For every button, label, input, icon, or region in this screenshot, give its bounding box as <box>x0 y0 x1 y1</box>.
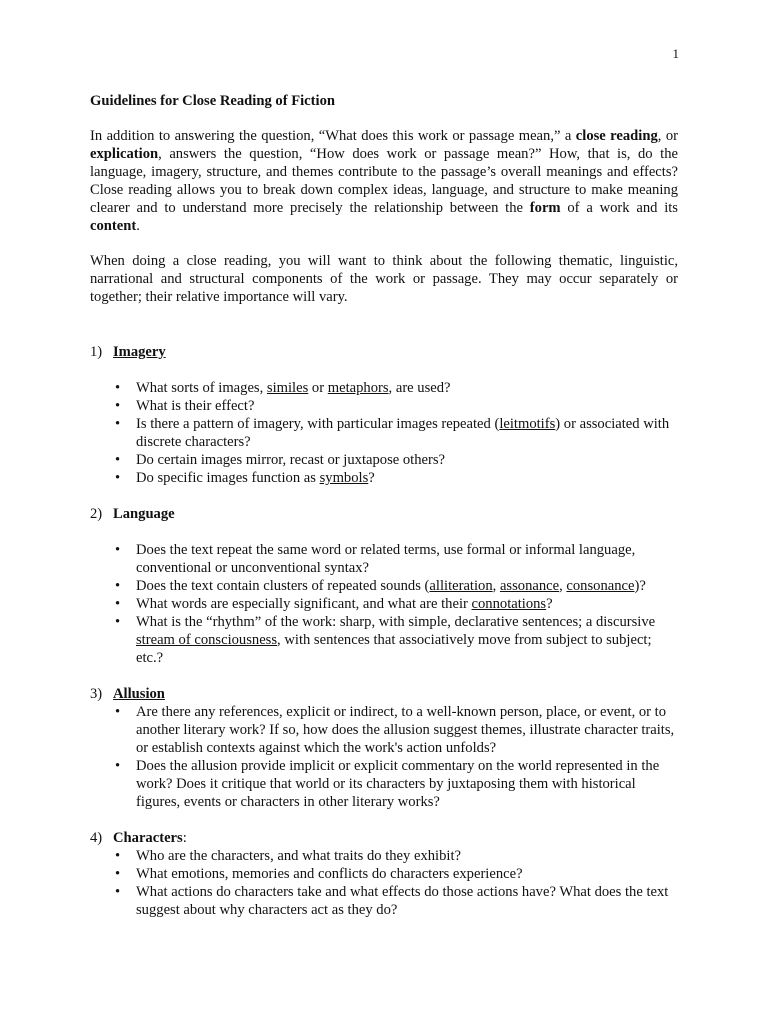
text-run: , or <box>657 128 678 144</box>
underlined-term: connotations <box>471 596 547 612</box>
section-heading <box>90 685 678 703</box>
section-title: Characters <box>113 830 183 846</box>
text-run: Who are the characters, and what traits do they exhibit? <box>136 848 461 864</box>
text-run: What is the “rhythm” of the work: sharp, with simple, declarative sentences; a discursive <box>136 614 656 630</box>
section-title: Imagery <box>113 344 166 360</box>
section-number: 1) <box>90 344 103 360</box>
text-run: , are used? <box>388 380 451 396</box>
underlined-term: leitmotifs <box>499 416 556 432</box>
text-run: . <box>136 218 140 234</box>
bullet-list <box>90 703 678 811</box>
intro-paragraph-1 <box>90 127 678 235</box>
text-run: Does the allusion provide implicit or explicit commentary on the world represented in the work? Does it critique that world or its characters by juxtaposing them with historical figures, events or characters in other literary works? <box>136 758 660 810</box>
text-run: of a work and its <box>560 200 678 216</box>
section-number: 3) <box>90 686 103 702</box>
bullet-item <box>113 613 678 667</box>
text-run: What actions do characters take and what effects do those actions have? What does the text suggest about why characters act as they do? <box>136 884 669 918</box>
underlined-term: symbols <box>319 470 369 486</box>
bold-term: explication <box>90 146 159 162</box>
text-run: What emotions, memories and conflicts do characters experience? <box>136 866 523 882</box>
text-run: , answers the question, “How does work or passage mean?” How, that is, do the language, imagery, structure, and themes contribute to the passage’s overall meanings and effects? Close reading allows you to break down complex ideas, language, and structure to make meaning clearer and to understand more precisely the relationship between the <box>90 146 678 216</box>
bullet-item <box>113 757 678 811</box>
bullet-list <box>90 541 678 667</box>
underlined-term: stream of consciousness <box>136 632 278 648</box>
underlined-term: alliteration <box>429 578 493 594</box>
text-run: In addition to answering the question, “What does this work or passage mean,” a <box>90 128 576 144</box>
bullet-item <box>113 541 678 577</box>
page-number: 1 <box>672 46 679 61</box>
text-run: Does the text contain clusters of repeated sounds ( <box>136 578 430 594</box>
text-run: ? <box>368 470 375 486</box>
bullet-item <box>113 451 678 469</box>
document-title: Guidelines for Close Reading of Fiction <box>90 93 335 109</box>
text-run: ) or associated with discrete characters? <box>136 416 670 450</box>
section-imagery <box>90 343 678 487</box>
text-run: Do certain images mirror, recast or juxtapose others? <box>136 452 446 468</box>
intro-paragraph-2: When doing a close reading, you will want to think about the following thematic, linguistic, narrational and structural components of the work or passage. They may occur separately or together; their relative importance will vary. <box>90 253 678 305</box>
underlined-term: similes <box>266 380 309 396</box>
bullet-item <box>113 415 678 451</box>
bullet-item <box>113 397 678 415</box>
bullet-item <box>113 703 678 757</box>
text-run: What sorts of images, <box>136 380 267 396</box>
section-allusion <box>90 685 678 811</box>
section-language <box>90 505 678 667</box>
text-run: What words are especially significant, and what are their <box>136 596 472 612</box>
bold-term: form <box>529 200 561 216</box>
text-run: What is their effect? <box>136 398 255 414</box>
text-run: Are there any references, explicit or indirect, to a well-known person, place, or event, or to another literary work? If so, how does the allusion suggest themes, illustrate character traits, or establish contexts against which the work's action unfolds? <box>136 704 675 756</box>
section-heading <box>90 343 678 361</box>
bullet-item <box>113 883 678 919</box>
section-title: Language <box>113 506 175 522</box>
bullet-item <box>113 595 678 613</box>
bullet-item <box>113 469 678 487</box>
section-title: Allusion <box>113 686 165 702</box>
section-heading <box>90 505 678 523</box>
section-heading <box>90 829 678 847</box>
bullet-list <box>90 847 678 919</box>
section-title-suffix: : <box>182 830 187 846</box>
text-run: ? <box>546 596 553 612</box>
underlined-term: consonance <box>566 578 635 594</box>
document-body <box>90 92 678 937</box>
text-run: Do specific images function as <box>136 470 320 486</box>
section-number: 4) <box>90 830 103 846</box>
bold-term: close reading <box>575 128 658 144</box>
text-run: , <box>559 578 567 594</box>
text-run: , with sentences that associatively move from subject to subject; etc.? <box>136 632 652 666</box>
section-characters <box>90 829 678 919</box>
bullet-item <box>113 865 678 883</box>
text-run: Is there a pattern of imagery, with particular images repeated ( <box>136 416 500 432</box>
text-run: , <box>492 578 500 594</box>
bullet-list <box>90 379 678 487</box>
text-run: or <box>308 380 328 396</box>
bullet-item <box>113 577 678 595</box>
sections-list <box>90 343 678 919</box>
underlined-term: metaphors <box>327 380 389 396</box>
bold-term: content <box>90 218 137 234</box>
underlined-term: assonance <box>499 578 560 594</box>
text-run: )? <box>634 578 646 594</box>
bullet-item <box>113 847 678 865</box>
section-number: 2) <box>90 506 103 522</box>
text-run: Does the text repeat the same word or related terms, use formal or informal language, conventional or unconventional syntax? <box>136 542 636 576</box>
bullet-item <box>113 379 678 397</box>
